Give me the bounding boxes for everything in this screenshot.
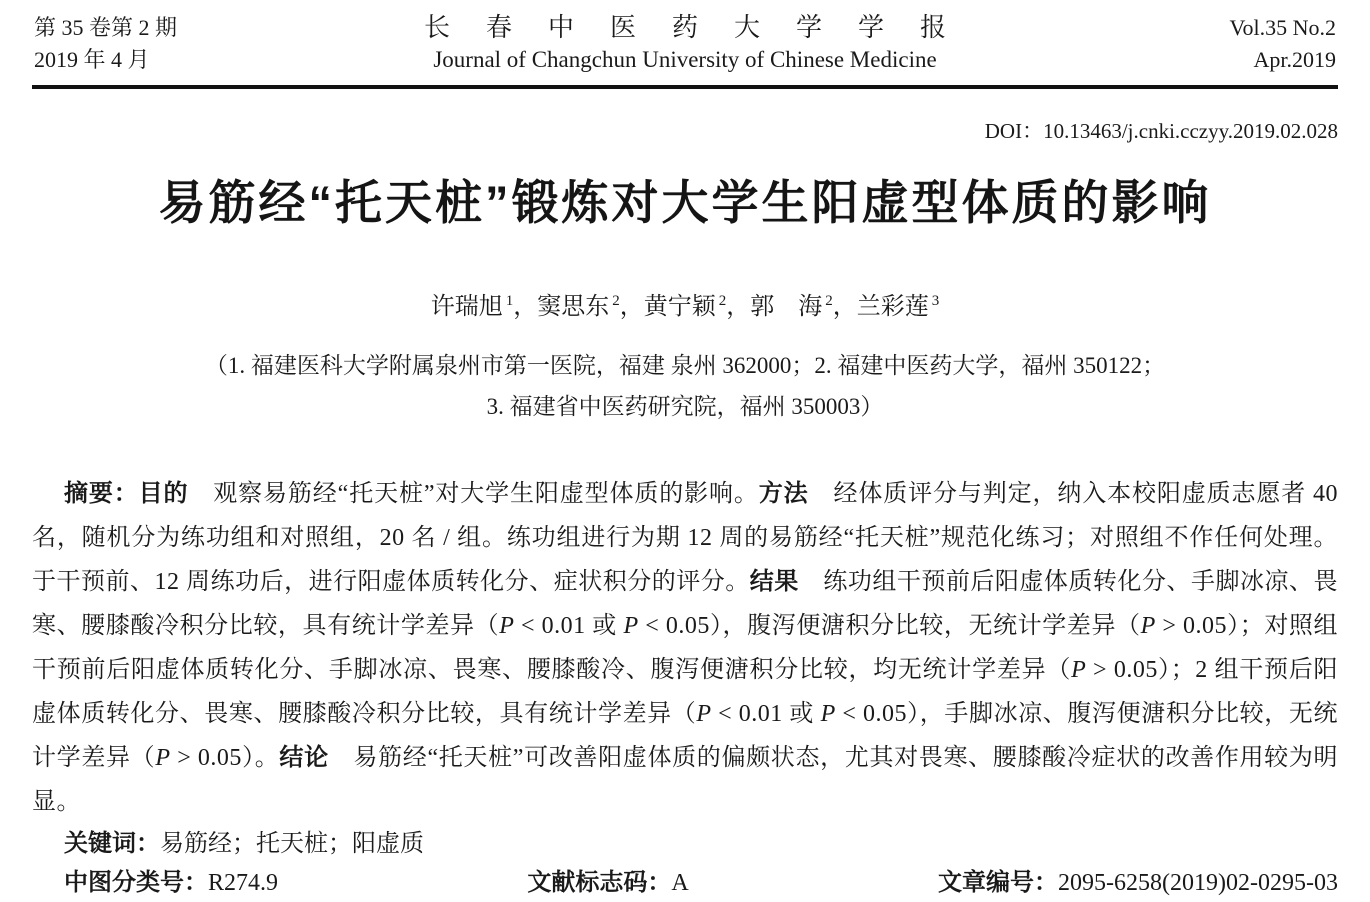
abstract-section-label: 方法: [758, 480, 809, 507]
date-en: Apr.2019: [1253, 47, 1336, 72]
doc-code-label: 文献标志码：: [527, 869, 672, 896]
keywords-line: [32, 824, 1338, 864]
article-title: 易筋经“托天桩”锻炼对大学生阳虚型体质的影响: [158, 176, 1212, 229]
abstract-section-label: 目的: [138, 480, 189, 507]
doc-code-item: [527, 864, 688, 902]
article-id-value: 2095-6258(2019)02-0295-03: [1058, 870, 1338, 896]
abstract-section-label: 结果: [749, 568, 799, 595]
classification-line: [32, 864, 1338, 902]
keywords-label: 关键词：: [64, 830, 160, 857]
author-affiliation-number: 2: [825, 293, 833, 309]
doc-code-value: A: [671, 870, 689, 896]
author-name: 兰彩莲: [856, 293, 929, 320]
abstract-paragraph: [32, 472, 1338, 824]
author-affiliation-number: 3: [931, 293, 940, 309]
keywords-value: 易筋经；托天桩；阳虚质: [160, 831, 424, 857]
date-cn: 2019 年 4 月: [34, 47, 150, 72]
journal-header: [32, 10, 1338, 76]
affiliation-line-2: 3. 福建省中医药研究院，福州 350003）: [486, 394, 884, 419]
author-affiliation-number: 2: [612, 293, 620, 309]
header-issue-block: [34, 12, 274, 76]
header-rule: [32, 85, 1338, 89]
author-affiliation-number: 2: [718, 293, 727, 309]
abstract-section-text: 练功组干预前后阳虚体质转化分、手脚冰凉、畏寒、腰膝酸冷积分比较，具有统计学差异（P < 0.01 或 P < 0.05），腹泻便溏积分比较，无统计学差异（P > 0.05）；对照组干预前后阳虚体质转化分、手脚冰凉、畏寒、腰膝酸冷、腹泻便溏积分比较，均无统计学差异（P > 0.05）；2 组干预后阳虚体质转化分、畏寒、腰膝酸冷积分比较，具有统计学差异（P < 0.01 或 P < 0.05），手脚冰凉、腹泻便溏积分比较，无统计学差异（P > 0.05）。: [32, 569, 1339, 771]
clc-label: 中图分类号：: [64, 869, 208, 896]
author-name: 许瑞旭: [430, 293, 503, 320]
clc-item: [64, 864, 278, 902]
abstract-section-text: 观察易筋经“托天桩”对大学生阳虚型体质的影响。: [188, 481, 759, 507]
article-id-label: 文章编号：: [938, 869, 1059, 896]
affiliation-line-1: （1. 福建医科大学附属泉州市第一医院，福建 泉州 362000；2. 福建中医药大学，福州 350122；: [204, 353, 1166, 378]
abstract-text: [32, 481, 1338, 815]
issue-cn: 第 35 卷第 2 期: [34, 15, 178, 40]
author-name: 黄宁颖: [643, 293, 716, 320]
header-volume-block: [1096, 12, 1336, 76]
doi-line: DOI：10.13463/j.cnki.cczyy.2019.02.028: [984, 119, 1338, 143]
volume-en: Vol.35 No.2: [1229, 15, 1336, 40]
author-name: 郭 海: [750, 293, 823, 320]
article-id-item: [938, 864, 1338, 902]
clc-value: R274.9: [208, 870, 279, 896]
journal-name-cn: 长春中医药大学学报: [423, 13, 982, 42]
abstract-section-label: 结论: [279, 744, 329, 771]
abstract-section-text: 易筋经“托天桩”可改善阳虚体质的偏颇状态，尤其对畏寒、腰膝酸冷症状的改善作用较为明显。: [32, 745, 1339, 815]
header-journal-name-block: [274, 12, 1096, 76]
authors-line: 许瑞旭 $^1$，窦思东 $^2$，黄宁颖 $^2$，郭 海 $^2$，兰彩莲 $^3$: [430, 293, 940, 320]
abstract-section-text: 经体质评分与判定，纳入本校阳虚质志愿者 40 名，随机分为练功组和对照组，20 名 / 组。练功组进行为期 12 周的易筋经“托天桩”规范化练习；对照组不作任何处理。于干预前、12 周练功后，进行阳虚体质转化分、症状积分的评分。: [32, 481, 1339, 595]
author-name: 窦思东: [537, 293, 610, 320]
journal-name-en: Journal of Changchun University of Chinese Medicine: [433, 47, 937, 72]
abstract-label: 摘要：: [64, 480, 139, 507]
author-affiliation-number: 1: [505, 293, 514, 309]
